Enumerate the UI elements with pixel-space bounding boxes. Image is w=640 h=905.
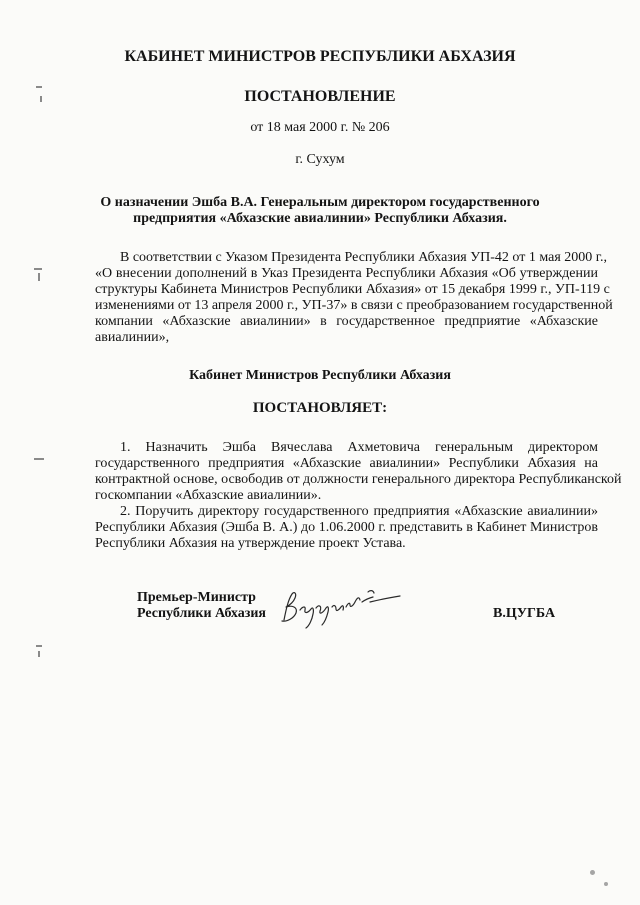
decree-verb: ПОСТАНОВЛЯЕТ: (252, 400, 388, 416)
item-2-line: Республики Абхазия (Эшба В. А.) до 1.06.2000 г. представить в Кабинет Министров (95, 520, 598, 535)
item-1-line: 1. Назначить Эшба Вячеслава Ахметовича генеральным директором (120, 440, 598, 455)
scan-mark (36, 86, 42, 88)
preamble-line: В соответствии с Указом Президента Республики Абхазия УП-42 от 1 мая 2000 г., (120, 250, 607, 265)
signatory-title-line-2: Республики Абхазия (137, 606, 267, 621)
city: г. Сухум (295, 152, 345, 167)
organization-title: КАБИНЕТ МИНИСТРОВ РЕСПУБЛИКИ АБХАЗИЯ (124, 48, 516, 65)
decree-body: Кабинет Министров Республики Абхазия (189, 368, 451, 383)
preamble-line: авиалинии», (95, 330, 170, 345)
scan-mark (40, 96, 42, 102)
handwritten-signature (270, 580, 410, 635)
item-2-line: 2. Поручить директору государственного предприятия «Абхазские авиалинии» (120, 504, 598, 519)
item-1-line: контрактной основе, освободив от должности генерального директора Республиканской (95, 472, 622, 487)
scan-mark (38, 273, 40, 281)
item-2-line: Республики Абхазия на утверждение проект Устава. (95, 536, 406, 551)
scan-mark (34, 458, 44, 460)
preamble-line: структуры Кабинета Министров Республики Абхазия» от 15 декабря 1999 г., УП-119 с (95, 282, 610, 297)
preamble-line: «О внесении дополнений в Указ Президента Республики Абхазия «Об утверждении (95, 266, 598, 281)
date-and-number: от 18 мая 2000 г. № 206 (250, 120, 390, 135)
scan-mark (36, 645, 42, 647)
scan-mark (38, 651, 40, 657)
preamble-line: изменениями от 13 апреля 2000 г., УП-37» в связи с преобразованием государственной (95, 298, 613, 313)
document-type: ПОСТАНОВЛЕНИЕ (244, 88, 396, 105)
subject-line-1: О назначении Эшба В.А. Генеральным директором государственного (100, 195, 540, 210)
signatory-title-line-1: Премьер-Министр (137, 590, 256, 605)
scan-mark (34, 268, 42, 270)
scan-speck (604, 882, 608, 886)
item-1-line: государственного предприятия «Абхазские авиалинии» Республики Абхазия на (95, 456, 598, 471)
scan-speck (590, 870, 595, 875)
preamble-line: компании «Абхазские авиалинии» в государственное предприятие «Абхазские (95, 314, 598, 329)
signatory-name: В.ЦУГБА (493, 606, 556, 621)
subject-line-2: предприятия «Абхазские авиалинии» Республики Абхазия. (133, 211, 507, 226)
item-1-line: госкомпании «Абхазские авиалинии». (95, 488, 322, 503)
